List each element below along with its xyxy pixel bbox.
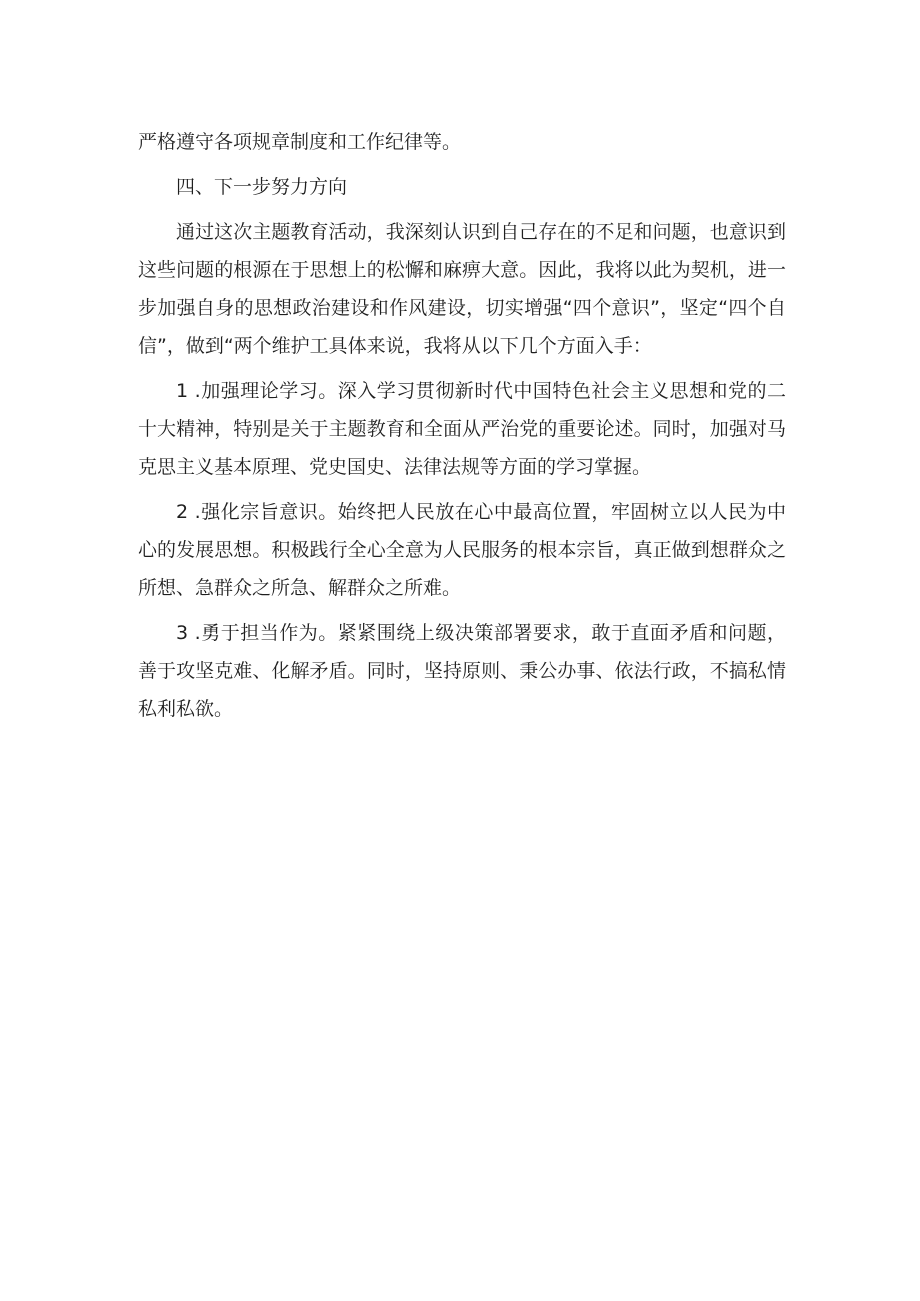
document-body	[138, 123, 786, 735]
paragraph-intro: 通过这次主题教育活动，我深刻认识到自己存在的不足和问题，也意识到这些问题的根源在于思想上的松懈和麻痹大意。因此，我将以此为契机，进一步加强自身的思想政治建设和作风建设，切实增强“四个意识”，坚定“四个自信”，做到“两个维护工具体来说，我将从以下几个方面入手：	[138, 221, 786, 357]
section-heading: 四、下一步努力方向	[176, 176, 348, 198]
paragraph-continuation: 严格遵守各项规章制度和工作纪律等。	[138, 131, 462, 153]
list-item-3: 3 .勇于担当作为。紧紧围绕上级决策部署要求，敢于直面矛盾和问题，善于攻坚克难、化解矛盾。同时，坚持原则、秉公办事、依法行政，不搞私情私利私欲。	[138, 622, 786, 720]
list-item-2: 2 .强化宗旨意识。始终把人民放在心中最高位置，牢固树立以人民为中心的发展思想。积极践行全心全意为人民服务的根本宗旨，真正做到想群众之所想、急群众之所急、解群众之所难。	[138, 501, 786, 599]
list-item-1: 1 .加强理论学习。深入学习贯彻新时代中国特色社会主义思想和党的二十大精神，特别是关于主题教育和全面从严治党的重要论述。同时，加强对马克思主义基本原理、党史国史、法律法规等方面的学习掌握。	[138, 380, 786, 478]
